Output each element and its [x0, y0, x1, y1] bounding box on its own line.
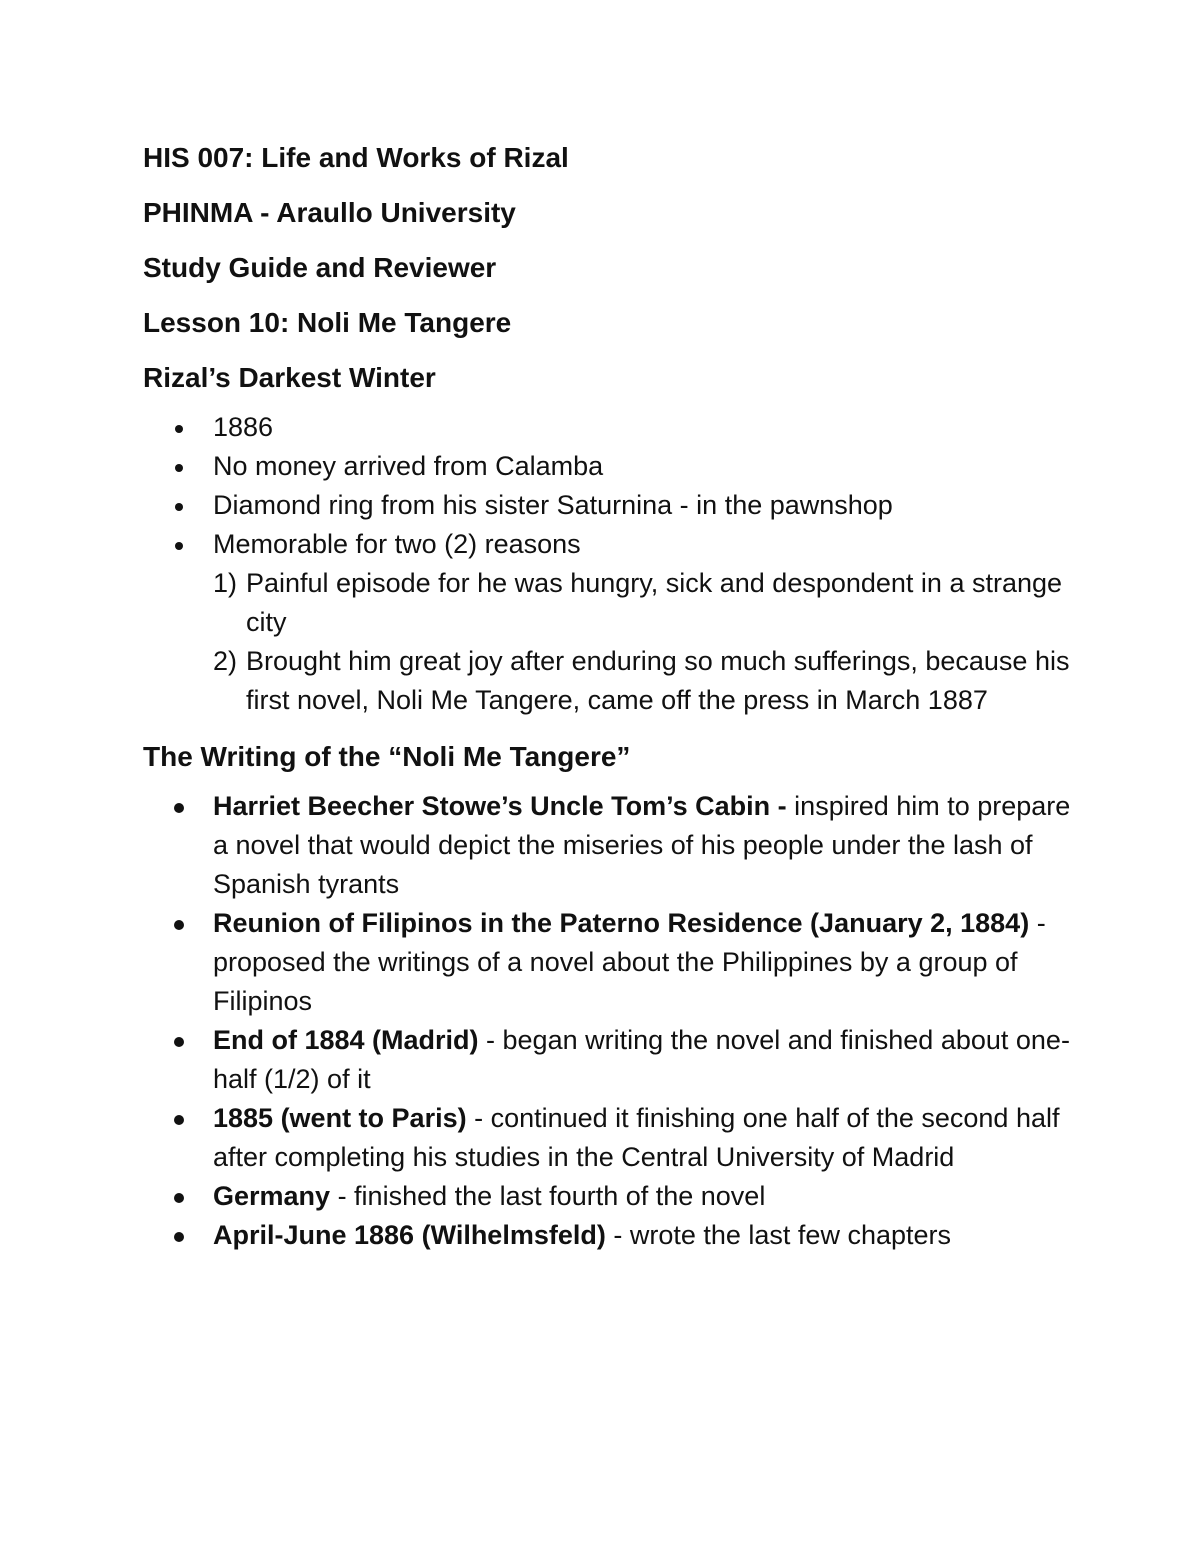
bullet-icon	[174, 920, 184, 930]
list-item	[143, 486, 1073, 525]
bullet-icon	[175, 542, 183, 550]
document-page	[143, 138, 1073, 1255]
reason-item	[143, 642, 1073, 720]
list-item-bold: End of 1884 (Madrid)	[213, 1025, 479, 1055]
list-item	[143, 408, 1073, 447]
list-item	[143, 1021, 1073, 1099]
bullet-icon	[174, 803, 184, 813]
list-item-text: - continued it finishing one half of the second half after completing his studies in the Central University of Madrid	[213, 1103, 1060, 1172]
list-item-bold: Germany	[213, 1181, 331, 1211]
reason-text: Brought him great joy after enduring so much sufferings, because his first novel, Noli Me Tangere, came off the press in March 1887	[246, 646, 1070, 715]
list-item-text: Diamond ring from his sister Saturnina - in the pawnshop	[213, 490, 893, 520]
list-item-text: inspired him to prepare a novel that would depict the miseries of his people under the lash of Spanish tyrants	[213, 791, 1071, 899]
list-item	[143, 904, 1073, 1021]
reason-item	[143, 564, 1073, 642]
bullet-icon	[174, 1037, 184, 1047]
section-title-writing-noli: The Writing of the “Noli Me Tangere”	[143, 741, 631, 772]
list-item-text: 1886	[213, 412, 274, 442]
bullet-icon	[174, 1193, 184, 1203]
reasons-list	[143, 564, 1073, 720]
document-type: Study Guide and Reviewer	[143, 252, 497, 283]
reason-text: Painful episode for he was hungry, sick and despondent in a strange city	[246, 568, 1063, 637]
list-item-text: - began writing the novel and finished about one-half (1/2) of it	[213, 1025, 1070, 1094]
list-item	[143, 447, 1073, 486]
list-item	[143, 787, 1073, 904]
list-item-bold: April-June 1886 (Wilhelmsfeld)	[213, 1220, 606, 1250]
bullet-icon	[175, 425, 183, 433]
list-item-bold: Harriet Beecher Stowe’s Uncle Tom’s Cabin -	[213, 791, 787, 821]
list-item	[143, 525, 1073, 564]
bullet-icon	[174, 1232, 184, 1242]
course-title: HIS 007: Life and Works of Rizal	[143, 142, 569, 173]
list-item	[143, 1099, 1073, 1177]
list-item-bold: Reunion of Filipinos in the Paterno Residence (January 2, 1884)	[213, 908, 1030, 938]
list-item-text: Memorable for two (2) reasons	[213, 529, 581, 559]
list-item-text: - wrote the last few chapters	[605, 1220, 952, 1250]
bullet-icon	[174, 1115, 184, 1125]
list-item-text: No money arrived from Calamba	[213, 451, 604, 481]
reason-number: 2)	[213, 646, 238, 676]
darkest-winter-list	[143, 408, 1073, 564]
list-item-text: - proposed the writings of a novel about the Philippines by a group of Filipinos	[213, 908, 1046, 1016]
lesson-title: Lesson 10: Noli Me Tangere	[143, 307, 512, 338]
writing-noli-list	[143, 787, 1073, 1255]
section-title-darkest-winter: Rizal’s Darkest Winter	[143, 362, 436, 393]
bullet-icon	[175, 503, 183, 511]
list-item	[143, 1177, 1073, 1216]
list-item	[143, 1216, 1073, 1255]
list-item-bold: 1885 (went to Paris)	[213, 1103, 467, 1133]
reason-number: 1)	[213, 568, 238, 598]
list-item-text: - finished the last fourth of the novel	[330, 1181, 766, 1211]
school-name: PHINMA - Araullo University	[143, 197, 516, 228]
bullet-icon	[175, 464, 183, 472]
